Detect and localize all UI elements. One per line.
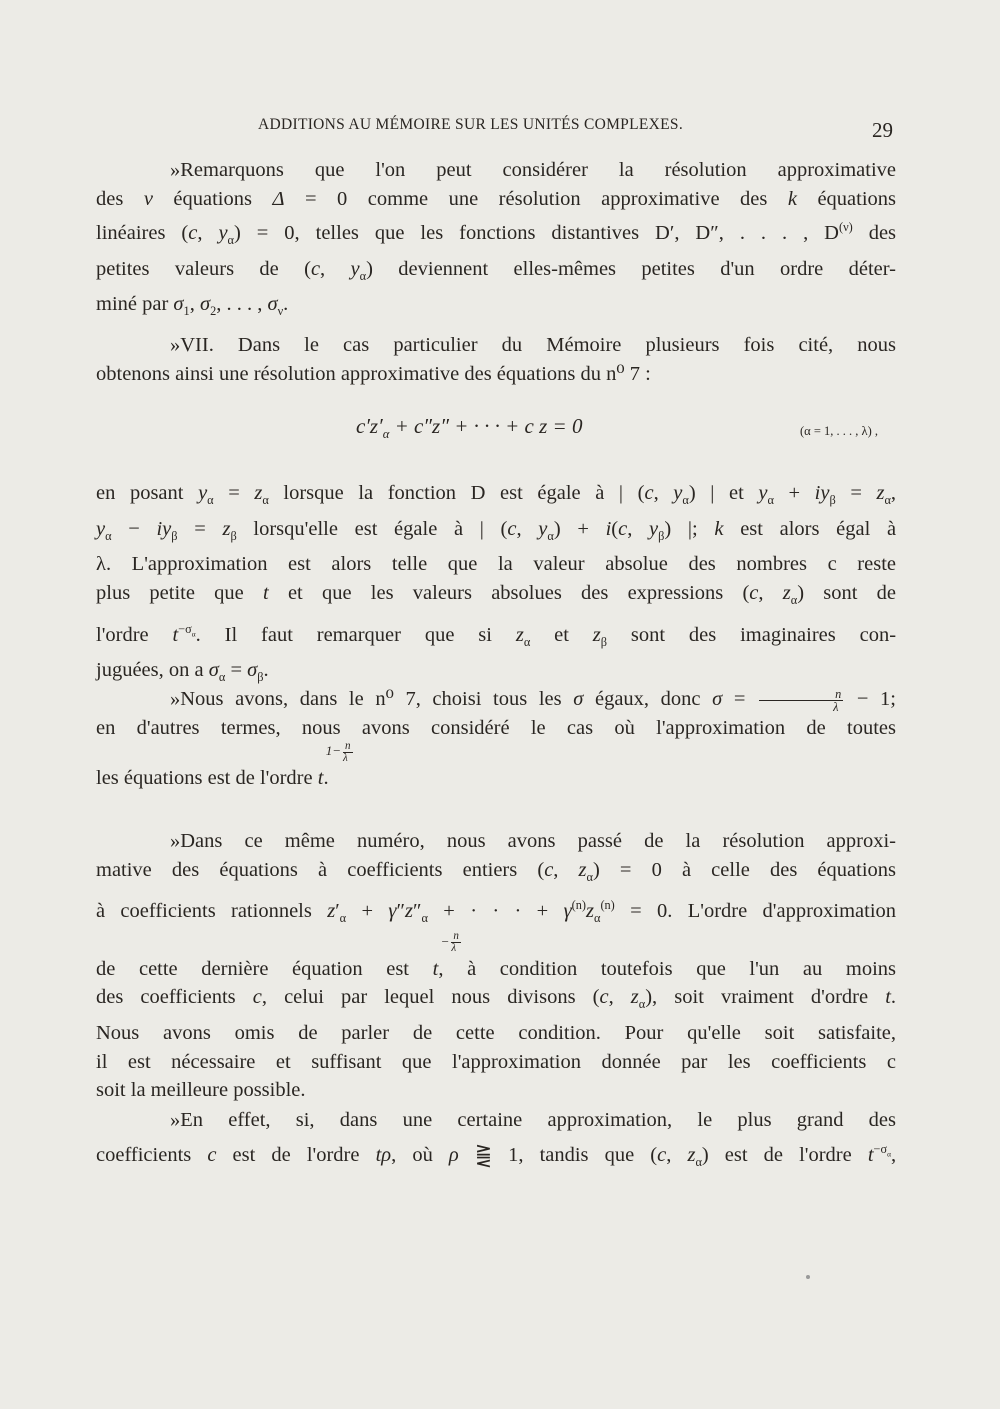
equation-1: $c'z'_\alpha + c''z''$ + · · · + c z = 0 — [356, 414, 583, 442]
equation-1-range: (α = 1, . . . , λ) , — [800, 424, 878, 438]
paper-speck — [806, 1275, 810, 1279]
paragraph-en-posant: en posant $y_\alpha = z_\alpha$ lorsque la fonction D est égale à | (c, $y_\alpha$) | et $y_\alpha + iy_\beta = z_\alpha$, $y_\alpha - iy_\beta = z_\beta$ lorsqu'elle est égale à | (c, $y_\alpha) + i(c$, $y_\beta$) |; k est alors égal à λ. L'approximation est alors telle que la valeur absolue des nombres c reste plus petite que t et que les valeurs absolues des expressions (c, $z_\alpha$) sont de l'ordre $t^{-\sigma_\alpha}$. Il faut remarquer que si $z_\alpha$ et $z_\beta$ sont des imaginaires con- juguées, on a $\sigma_\alpha = \sigma_\beta$. — [96, 482, 897, 685]
paragraph-remarquons: »Remarquons que l'on peut considérer la résolution approximative des v équations Δ = 0 comme une résolution approximative des k équations linéaires (c, $y_\alpha) = 0$, telles que les fonctions distantives D′, D″, . . . , $D^{(\nu)}$ des petites valeurs de (c, $y_\alpha$) deviennent elles-mêmes petites d'un ordre déter- miné par $\sigma_1$, $\sigma_2$, . . . , $\sigma_\nu$. — [96, 159, 897, 319]
running-title: ADDITIONS AU MÉMOIRE SUR LES UNITÉS COMPLEXES. — [258, 116, 683, 133]
paragraph-dans-ce-meme: »Dans ce même numéro, nous avons passé de la résolution approxi- mative des équations à coefficients entiers (c, $z_\alpha) = 0$ à celle des équations à coefficients rationnels $z'_\alpha + \gamma''z''_\alpha$ + · · · + $\gamma^{(n)}z_\alpha^{(n)} = 0$. L'ordre d'approximation de cette dernière équation est t − $\frac{n}{\lambda}$ , à condition toutefois que l'un au moins des coefficients c, celui par lequel nous divisons (c, $z_\alpha$), soit vraiment d'ordre t. Nous avons omis de parler de cette condition. Pour qu'elle soit satisfaite, il est nécessaire et suffisant que l'approximation donnée par les coefficients c soit la meilleure possible. — [96, 830, 897, 1102]
paragraph-en-effet: »En effet, si, dans une certaine approximation, le plus grand des coefficients c est de l'ordre tρ, où ρ ⪌ 1, tandis que (c, $z_\alpha$) est de l'ordre $t^{-\sigma_\alpha}$, — [96, 1109, 897, 1169]
paragraph-vii: »VII. Dans le cas particulier du Mémoire plusieurs fois cité, nous obtenons ainsi une résolution approximative des équations du n⁰ 7 : — [96, 334, 896, 385]
page-number: 29 — [872, 118, 893, 142]
paragraph-nous-avons: »Nous avons, dans le n⁰ 7, choisi tous les σ égaux, donc σ = $\frac{n}{\lambda}$ − 1; en d'autres termes, nous avons considéré le cas où l'approximation de toutes les équations est de l'ordre t 1− $\frac{n}{\lambda}$ . — [96, 686, 897, 790]
